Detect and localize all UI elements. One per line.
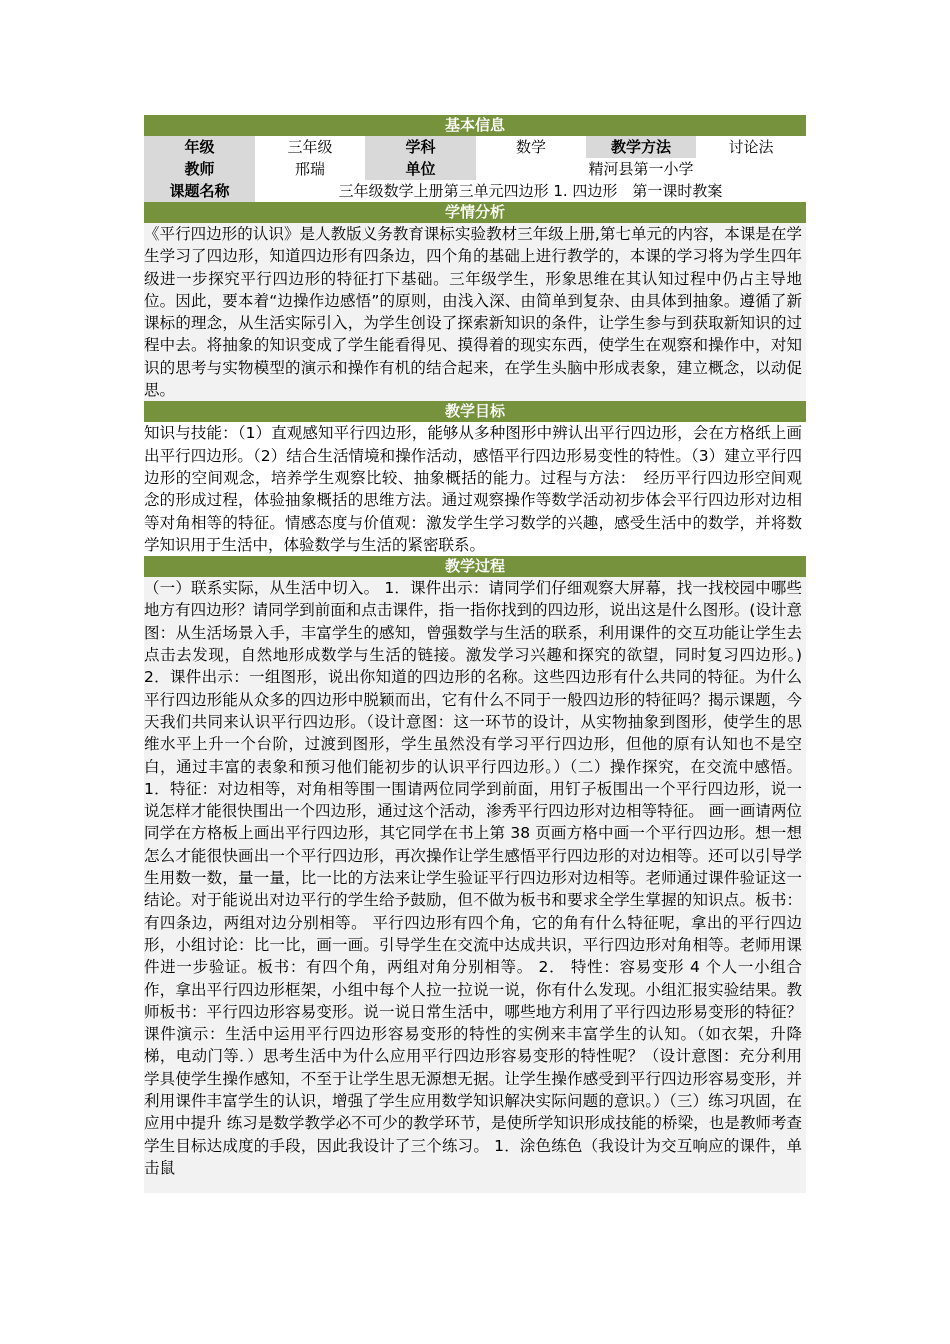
lesson-label: 课题名称 [144,180,255,202]
teaching-process-text: （一）联系实际，从生活中切入。 1．课件出示：请同学们仔细观察大屏幕，找一找校园中哪些地方有四边形？请同学到前面和点击课件，指一指你找到的四边形，说出这是什么图形。(设计意图：从生活场景入手，丰富学生的感知，曾强数学与生活的联系，利用课件的交互功能让学生去点击去发现，自然地形成数学与生活的链接。激发学习兴趣和探究的欲望，同时复习四边形。) 2．课件出示：一组图形，说出你知道的四边形的名称。这些四边形有什么共同的特征。为什么平行四边形能从众多的四边形中脱颖而出，它有什么不同于一般四边形的特征吗？揭示课题，今天我们共同来认识平行四边形。（设计意图：这一环节的设计，从实物抽象到图形，使学生的思维水平上升一个台阶，过渡到图形，学生虽然没有学习平行四边形，但他的原有认知也不是空白，通过丰富的表象和预习他们能初步的认识平行四边形。）（二）操作探究，在交流中感悟。 1．特征：对边相等，对角相等围一围请两位同学到前面，用钉子板围出一个平行四边形，说一说怎样才能很快围出一个四边形，通过这个活动，渗秀平行四边形对边相等特征。 画一画请两位同学在方格板上画出平行四边形，其它同学在书上第 38 页画方格中画一个平行四边形。想一想怎么才能很快画出一个平行四边形，再次操作让学生感悟平行四边形的对边相等。还可以引导学生用数一数，量一量，比一比的方法来让学生验证平行四边形对边相等。老师通过课件验证这一结论。对于能说出对边平行的学生给予鼓励，但不做为板书和要求全学生掌握的知识点。板书：有四条边，两组对边分别相等。 平行四边形有四个角，它的角有什么特征呢，拿出的平行四边形，小组讨论：比一比，画一画。引导学生在交流中达成共识，平行四边形对角相等。老师用课件进一步验证。板书：有四个角，两组对角分别相等。 2． 特性：容易变形 4 个人一小组合作，拿出平行四边形框架，小组中每个人拉一拉说一说，你有什么发现。小组汇报实验结果。教师板书：平行四边形容易变形。说一说日常生活中，哪些地方利用了平行四边形易变形的特征？课件演示：生活中运用平行四边形容易变形的特性的实例来丰富学生的认知。（如衣架，升降梯，电动门等．）思考生活中为什么应用平行四边形容易变形的特性呢？（设计意图：充分利用学具使学生操作感知，不至于让学生思无源想无据。让学生操作感受到平行四边形容易变形，并利用课件丰富学生的认识，增强了学生应用数学知识解决实际问题的意识。）（三）练习巩固，在应用中提升 练习是数学教学必不可少的教学环节，是使所学知识形成技能的桥梁，也是教师考查学生目标达成度的手段，因此我设计了三个练习。 1．涂色练色（我设计为交互响应的课件，单击鼠 [144,577,806,1193]
subject-label: 学科 [365,136,476,158]
unit-value: 精河县第一小学 [476,158,806,180]
grade-label: 年级 [144,136,255,158]
method-value: 讨论法 [696,136,806,158]
info-row-lesson [144,180,806,202]
teaching-goals-header: 教学目标 [144,401,806,422]
grade-value: 三年级 [255,136,365,158]
basic-info-header: 基本信息 [144,115,806,136]
method-label: 教学方法 [586,136,696,158]
teacher-value: 邢瑞 [255,158,365,180]
lesson-value: 三年级数学上册第三单元四边形 1. 四边形 第一课时教案 [255,180,806,202]
student-analysis-text: 《平行四边形的认识》是人教版义务教育课标实验教材三年级上册,第七单元的内容，本课是在学生学习了四边形，知道四边形有四条边，四个角的基础上进行教学的，本课的学习将为学生四年级进一步探究平行四边形的特征打下基础。三年级学生，形象思维在其认知过程中仍占主导地位。因此，要本着“边操作边感悟”的原则，由浅入深、由简单到复杂、由具体到抽象。遵循了新课标的理念，从生活实际引入，为学生创设了探索新知识的条件，让学生参与到获取新知识的过程中去。将抽象的知识变成了学生能看得见、摸得着的现实东西，使学生在观察和操作中，对知识的思考与实物模型的演示和操作有机的结合起来，在学生头脑中形成表象，建立概念，以动促思。 [144,223,806,401]
unit-label: 单位 [365,158,476,180]
subject-value: 数学 [476,136,586,158]
lesson-plan-table [144,115,806,1193]
info-row-teacher [144,158,806,180]
teaching-goals-text: 知识与技能：（1）直观感知平行四边形，能够从多种图形中辨认出平行四边形，会在方格纸上画出平行四边形。（2）结合生活情境和操作活动，感悟平行四边形易变性的特性。（3）建立平行四边形的空间观念，培养学生观察比较、抽象概括的能力。过程与方法： 经历平行四边形空间观念的形成过程，体验抽象概括的思维方法。通过观察操作等数学活动初步体会平行四边形对边相等对角相等的特征。情感态度与价值观：激发学生学习数学的兴趣，感受生活中的数学，并将数学知识用于生活中，体验数学与生活的紧密联系。 [144,424,802,554]
teaching-process-header: 教学过程 [144,556,806,577]
student-analysis-header: 学情分析 [144,202,806,223]
info-row-grade [144,136,806,158]
teacher-label: 教师 [144,158,255,180]
